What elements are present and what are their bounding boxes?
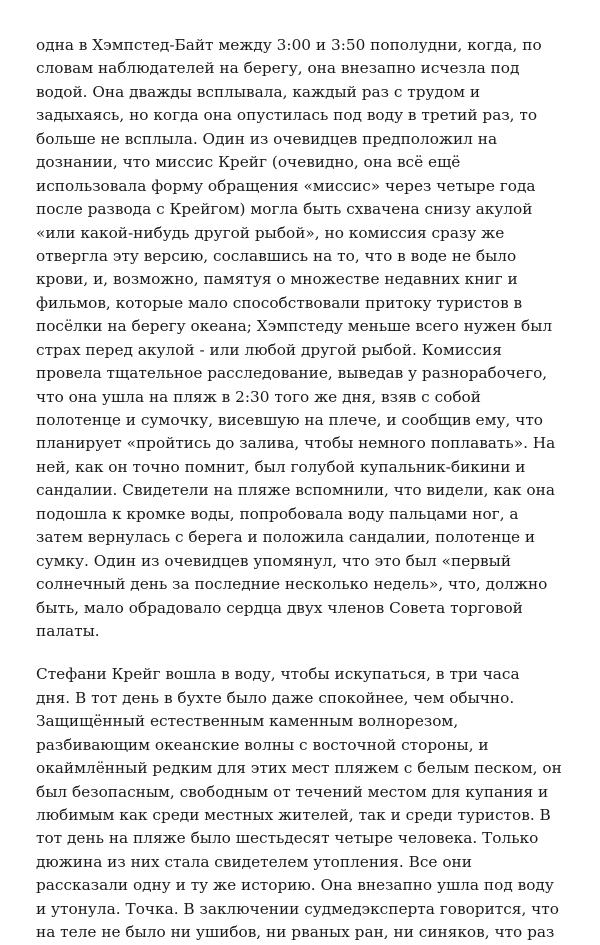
text-line: рассказали одну и ту же историю. Она внезапно ушла под воду xyxy=(36,876,554,895)
text-line: после развода с Крейгом) могла быть схвачена снизу акулой xyxy=(36,200,533,219)
document-page xyxy=(36,34,564,945)
text-line: что она ушла на пляж в 2:30 того же дня, взяв с собой xyxy=(36,387,481,406)
text-line: дознании, что миссис Крейг (очевидно, она всё ещё xyxy=(36,153,461,172)
text-line: разбивающим океанские волны с восточной стороны, и xyxy=(36,735,489,754)
text-line: Стефани Крейг вошла в воду, чтобы искупаться, в три часа xyxy=(36,665,520,684)
paragraph-2 xyxy=(36,663,564,944)
text-line: дюжина из них стала свидетелем утопления. Все они xyxy=(36,852,472,871)
text-line: словам наблюдателей на берегу, она внезапно исчезла под xyxy=(36,59,520,78)
text-line: отвергла эту версию, сославшись на то, что в воде не было xyxy=(36,246,517,265)
text-line: быть, мало обрадовало сердца двух членов Совета торговой xyxy=(36,598,523,617)
text-line: больше не всплыла. Один из очевидцев предположил на xyxy=(36,129,498,148)
text-line: подошла к кромке воды, попробовала воду пальцами ног, а xyxy=(36,504,519,523)
text-line: палаты. xyxy=(36,621,100,640)
text-line: любимым как среди местных жителей, так и среди туристов. В xyxy=(36,806,551,824)
text-line: дня. В тот день в бухте было даже спокойнее, чем обычно. xyxy=(36,688,515,707)
text-line: тот день на пляже было шестьдесят четыре человека. Только xyxy=(36,829,539,848)
text-line: планирует «пройтись до залива, чтобы немного поплавать». На xyxy=(36,434,556,453)
text-line: Защищённый естественным каменным волнорезом, xyxy=(36,712,459,731)
text-line: страх перед акулой - или любой другой рыбой. Комиссия xyxy=(36,340,502,359)
text-line: «или какой-нибудь другой рыбой», но комиссия сразу же xyxy=(36,223,505,242)
text-line: и утонула. Точка. В заключении судмедэксперта говорится, что xyxy=(36,899,559,918)
text-line: солнечный день за последние несколько недель», что, должно xyxy=(36,575,548,594)
text-line: использовала форму обращения «миссис» через четыре года xyxy=(36,176,536,195)
paragraph-1 xyxy=(36,34,564,643)
text-line: сумку. Один из очевидцев упомянул, что это был «первый xyxy=(36,551,512,570)
text-line: сандалии. Свидетели на пляже вспомнили, что видели, как она xyxy=(36,481,555,500)
text-line: полотенце и сумочку, висевшую на плече, и сообщив ему, что xyxy=(36,411,544,429)
text-line: окаймлённый редким для этих мест пляжем с белым песком, он xyxy=(36,759,562,778)
text-line: на теле не было ни ушибов, ни рваных ран, ни синяков, что раз xyxy=(36,923,555,942)
text-line: водой. Она дважды всплывала, каждый раз с трудом и xyxy=(36,82,481,101)
text-line: фильмов, которые мало способствовали притоку туристов в xyxy=(36,293,523,312)
text-line: затем вернулась с берега и положила сандалии, полотенце и xyxy=(36,528,536,547)
text-line: задыхаясь, но когда она опустилась под воду в третий раз, то xyxy=(36,106,538,125)
paragraph-spacer xyxy=(36,643,564,663)
text-line: ней, как он точно помнит, был голубой купальник-бикини и xyxy=(36,457,526,476)
text-line: одна в Хэмпстед-Байт между 3:00 и 3:50 пополудни, когда, по xyxy=(36,36,542,54)
text-line: провела тщательное расследование, выведав у разнорабочего, xyxy=(36,364,548,383)
text-line: был безопасным, свободным от течений местом для купания и xyxy=(36,782,549,801)
text-line: крови, и, возможно, памятуя о множестве недавних книг и xyxy=(36,270,518,289)
text-line: посёлки на берегу океана; Хэмпстеду меньше всего нужен был xyxy=(36,317,553,336)
